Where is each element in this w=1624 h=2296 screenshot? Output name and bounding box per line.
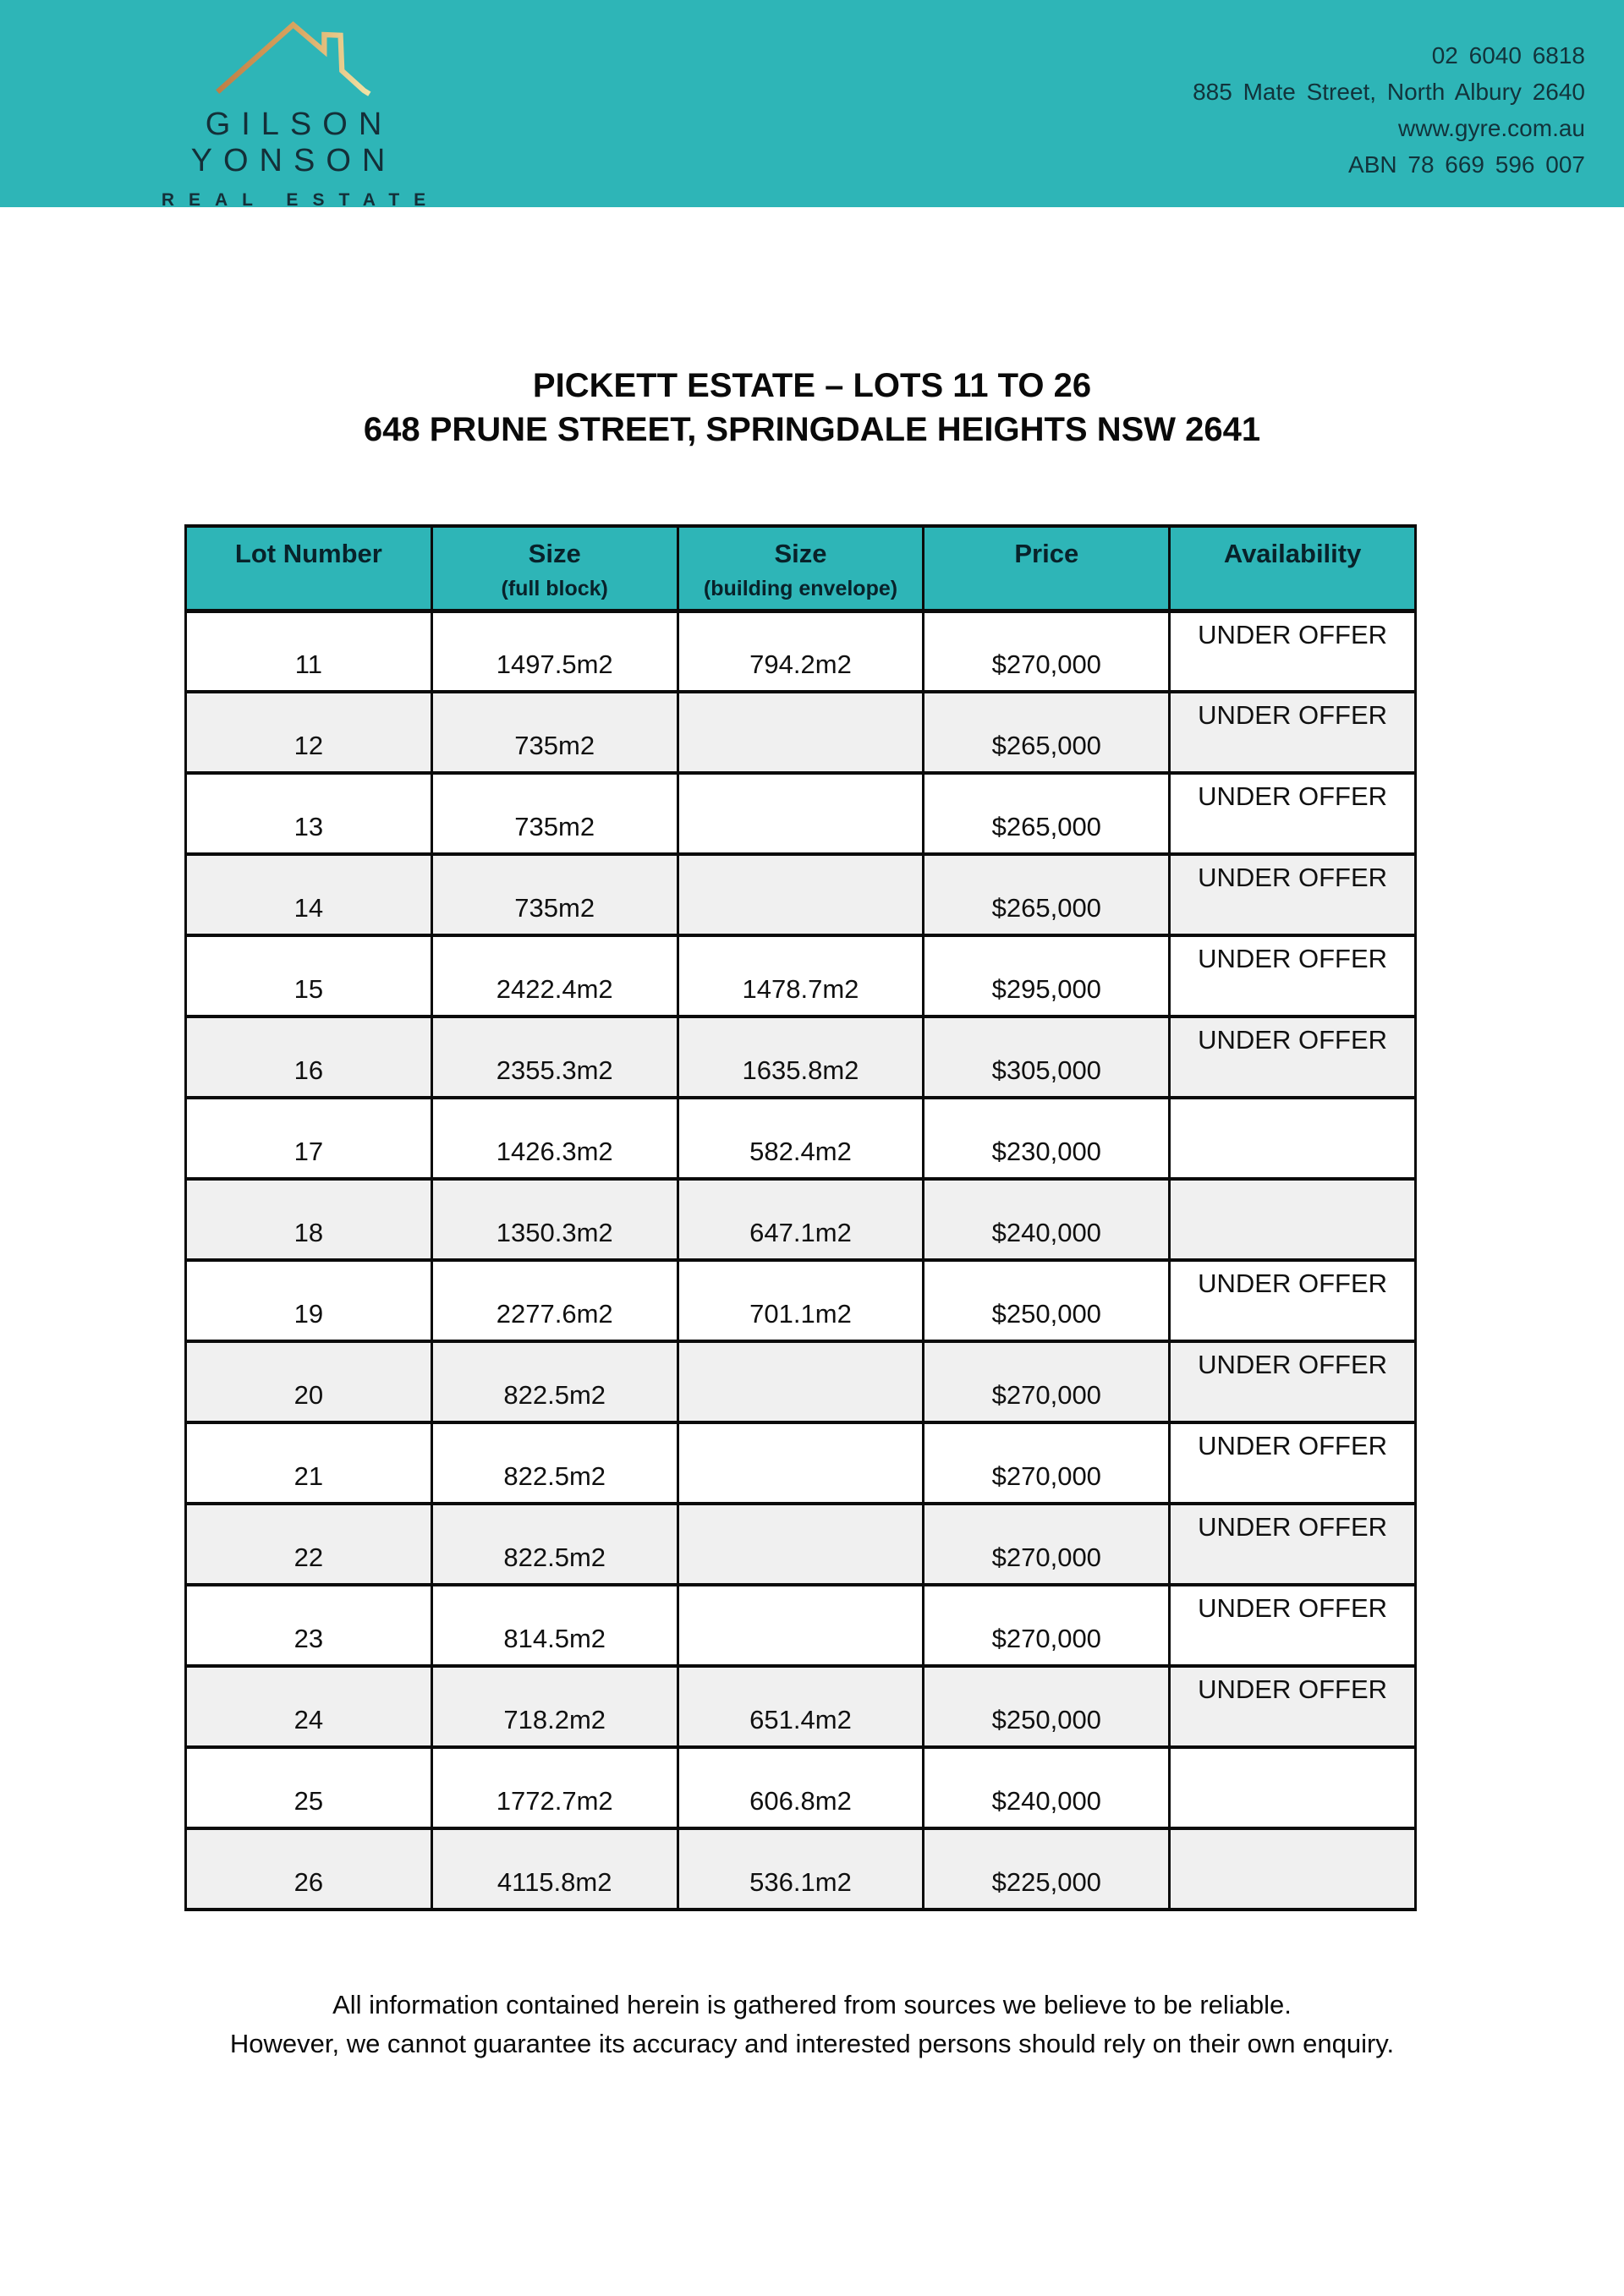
website-url: www.gyre.com.au xyxy=(1398,115,1585,141)
size-full-cell: 814.5m2 xyxy=(431,1585,678,1666)
availability-cell: UNDER OFFER xyxy=(1170,611,1416,692)
lot-number-cell: 22 xyxy=(186,1504,432,1585)
size-full-cell: 2422.4m2 xyxy=(431,935,678,1016)
table-row xyxy=(186,1341,1416,1422)
size-full-cell: 1350.3m2 xyxy=(431,1179,678,1260)
header-banner xyxy=(0,0,1624,210)
phone-number: 02 6040 6818 xyxy=(1431,42,1585,68)
brand-logo xyxy=(95,20,492,211)
size-full-cell: 735m2 xyxy=(431,854,678,935)
size-full-cell: 822.5m2 xyxy=(431,1422,678,1504)
availability-cell: UNDER OFFER xyxy=(1170,1504,1416,1585)
lot-number-cell: 24 xyxy=(186,1666,432,1747)
table-row xyxy=(186,935,1416,1016)
lot-number-cell: 26 xyxy=(186,1828,432,1910)
price-cell: $240,000 xyxy=(924,1747,1170,1828)
size-full-cell: 1497.5m2 xyxy=(431,611,678,692)
size-full-cell: 735m2 xyxy=(431,692,678,773)
lot-number-cell: 15 xyxy=(186,935,432,1016)
table-row xyxy=(186,1747,1416,1828)
col-header-size-envelope-label: Size xyxy=(774,539,827,568)
availability-cell: UNDER OFFER xyxy=(1170,692,1416,773)
table-row xyxy=(186,1422,1416,1504)
lot-number-cell: 13 xyxy=(186,773,432,854)
size-envelope-cell xyxy=(678,773,924,854)
size-envelope-cell xyxy=(678,854,924,935)
availability-cell: UNDER OFFER xyxy=(1170,1666,1416,1747)
size-full-cell: 2277.6m2 xyxy=(431,1260,678,1341)
size-full-cell: 735m2 xyxy=(431,773,678,854)
col-header-lot-number xyxy=(186,526,432,611)
table-row xyxy=(186,1585,1416,1666)
street-address: 885 Mate Street, North Albury 2640 xyxy=(1193,79,1585,105)
price-cell: $250,000 xyxy=(924,1260,1170,1341)
lot-number-cell: 21 xyxy=(186,1422,432,1504)
col-header-size-full-label: Size xyxy=(528,539,581,568)
price-cell: $270,000 xyxy=(924,1341,1170,1422)
price-cell: $250,000 xyxy=(924,1666,1170,1747)
col-header-size-full xyxy=(431,526,678,611)
table-row xyxy=(186,854,1416,935)
lot-number-cell: 20 xyxy=(186,1341,432,1422)
table-row xyxy=(186,773,1416,854)
lot-number-cell: 18 xyxy=(186,1179,432,1260)
col-header-size-envelope xyxy=(678,526,924,611)
price-cell: $230,000 xyxy=(924,1098,1170,1179)
availability-cell: UNDER OFFER xyxy=(1170,854,1416,935)
size-envelope-cell: 606.8m2 xyxy=(678,1747,924,1828)
table-row xyxy=(186,692,1416,773)
table-row xyxy=(186,1260,1416,1341)
price-cell: $270,000 xyxy=(924,1504,1170,1585)
price-cell: $265,000 xyxy=(924,692,1170,773)
size-full-cell: 1772.7m2 xyxy=(431,1747,678,1828)
price-cell: $265,000 xyxy=(924,854,1170,935)
disclaimer xyxy=(0,1986,1624,2063)
table-row xyxy=(186,1098,1416,1179)
size-full-cell: 822.5m2 xyxy=(431,1341,678,1422)
col-header-availability-label: Availability xyxy=(1223,539,1362,568)
col-header-price-label: Price xyxy=(1014,539,1079,568)
size-full-cell: 1426.3m2 xyxy=(431,1098,678,1179)
col-header-size-envelope-sublabel: (building envelope) xyxy=(703,577,898,600)
price-cell: $270,000 xyxy=(924,1585,1170,1666)
table-row xyxy=(186,1016,1416,1098)
size-envelope-cell: 647.1m2 xyxy=(678,1179,924,1260)
availability-cell: UNDER OFFER xyxy=(1170,935,1416,1016)
property-title-line: PICKETT ESTATE – LOTS 11 TO 26 xyxy=(532,367,1092,404)
lot-number-cell: 11 xyxy=(186,611,432,692)
size-envelope-cell xyxy=(678,1504,924,1585)
table-row xyxy=(186,1504,1416,1585)
availability-cell: UNDER OFFER xyxy=(1170,1585,1416,1666)
price-cell: $295,000 xyxy=(924,935,1170,1016)
table-row xyxy=(186,1828,1416,1910)
price-cell: $265,000 xyxy=(924,773,1170,854)
lot-number-cell: 12 xyxy=(186,692,432,773)
size-full-cell: 2355.3m2 xyxy=(431,1016,678,1098)
size-envelope-cell xyxy=(678,1422,924,1504)
table-row xyxy=(186,1666,1416,1747)
col-header-lot-number-label: Lot Number xyxy=(234,539,382,568)
lot-number-cell: 23 xyxy=(186,1585,432,1666)
size-envelope-cell: 794.2m2 xyxy=(678,611,924,692)
lot-number-cell: 25 xyxy=(186,1747,432,1828)
contact-block xyxy=(1193,37,1585,183)
price-cell: $270,000 xyxy=(924,1422,1170,1504)
lot-number-cell: 17 xyxy=(186,1098,432,1179)
size-full-cell: 822.5m2 xyxy=(431,1504,678,1585)
size-envelope-cell xyxy=(678,692,924,773)
availability-cell: UNDER OFFER xyxy=(1170,1260,1416,1341)
lot-number-cell: 19 xyxy=(186,1260,432,1341)
price-cell: $305,000 xyxy=(924,1016,1170,1098)
disclaimer-line-1: All information contained herein is gathered from sources we believe to be reliable. xyxy=(332,1990,1292,2019)
col-header-price xyxy=(924,526,1170,611)
size-envelope-cell: 701.1m2 xyxy=(678,1260,924,1341)
size-envelope-cell xyxy=(678,1585,924,1666)
availability-cell: UNDER OFFER xyxy=(1170,1422,1416,1504)
size-envelope-cell: 536.1m2 xyxy=(678,1828,924,1910)
availability-cell: UNDER OFFER xyxy=(1170,773,1416,854)
availability-cell xyxy=(1170,1828,1416,1910)
price-cell: $225,000 xyxy=(924,1828,1170,1910)
col-header-size-full-sublabel: (full block) xyxy=(501,577,608,600)
house-roof-icon xyxy=(214,20,373,98)
page-title xyxy=(0,364,1624,452)
price-cell: $240,000 xyxy=(924,1179,1170,1260)
availability-cell: UNDER OFFER xyxy=(1170,1016,1416,1098)
size-full-cell: 718.2m2 xyxy=(431,1666,678,1747)
brand-tagline: REAL ESTATE xyxy=(161,190,441,210)
availability-cell xyxy=(1170,1747,1416,1828)
size-envelope-cell: 582.4m2 xyxy=(678,1098,924,1179)
size-envelope-cell: 1478.7m2 xyxy=(678,935,924,1016)
brand-name: GILSON YONSON xyxy=(190,107,397,178)
table-header-row xyxy=(186,526,1416,611)
size-envelope-cell xyxy=(678,1341,924,1422)
table-row xyxy=(186,1179,1416,1260)
disclaimer-line-2: However, we cannot guarantee its accuracy and interested persons should rely on their own enquiry. xyxy=(229,2029,1395,2058)
availability-cell xyxy=(1170,1179,1416,1260)
property-address-line: 648 PRUNE STREET, SPRINGDALE HEIGHTS NSW 2641 xyxy=(363,411,1261,448)
col-header-availability xyxy=(1170,526,1416,611)
lot-number-cell: 14 xyxy=(186,854,432,935)
lots-table xyxy=(184,524,1417,1911)
size-full-cell: 4115.8m2 xyxy=(431,1828,678,1910)
size-envelope-cell: 1635.8m2 xyxy=(678,1016,924,1098)
price-cell: $270,000 xyxy=(924,611,1170,692)
size-envelope-cell: 651.4m2 xyxy=(678,1666,924,1747)
lot-number-cell: 16 xyxy=(186,1016,432,1098)
abn-number: ABN 78 669 596 007 xyxy=(1348,151,1585,178)
availability-cell xyxy=(1170,1098,1416,1179)
availability-cell: UNDER OFFER xyxy=(1170,1341,1416,1422)
table-row xyxy=(186,611,1416,692)
